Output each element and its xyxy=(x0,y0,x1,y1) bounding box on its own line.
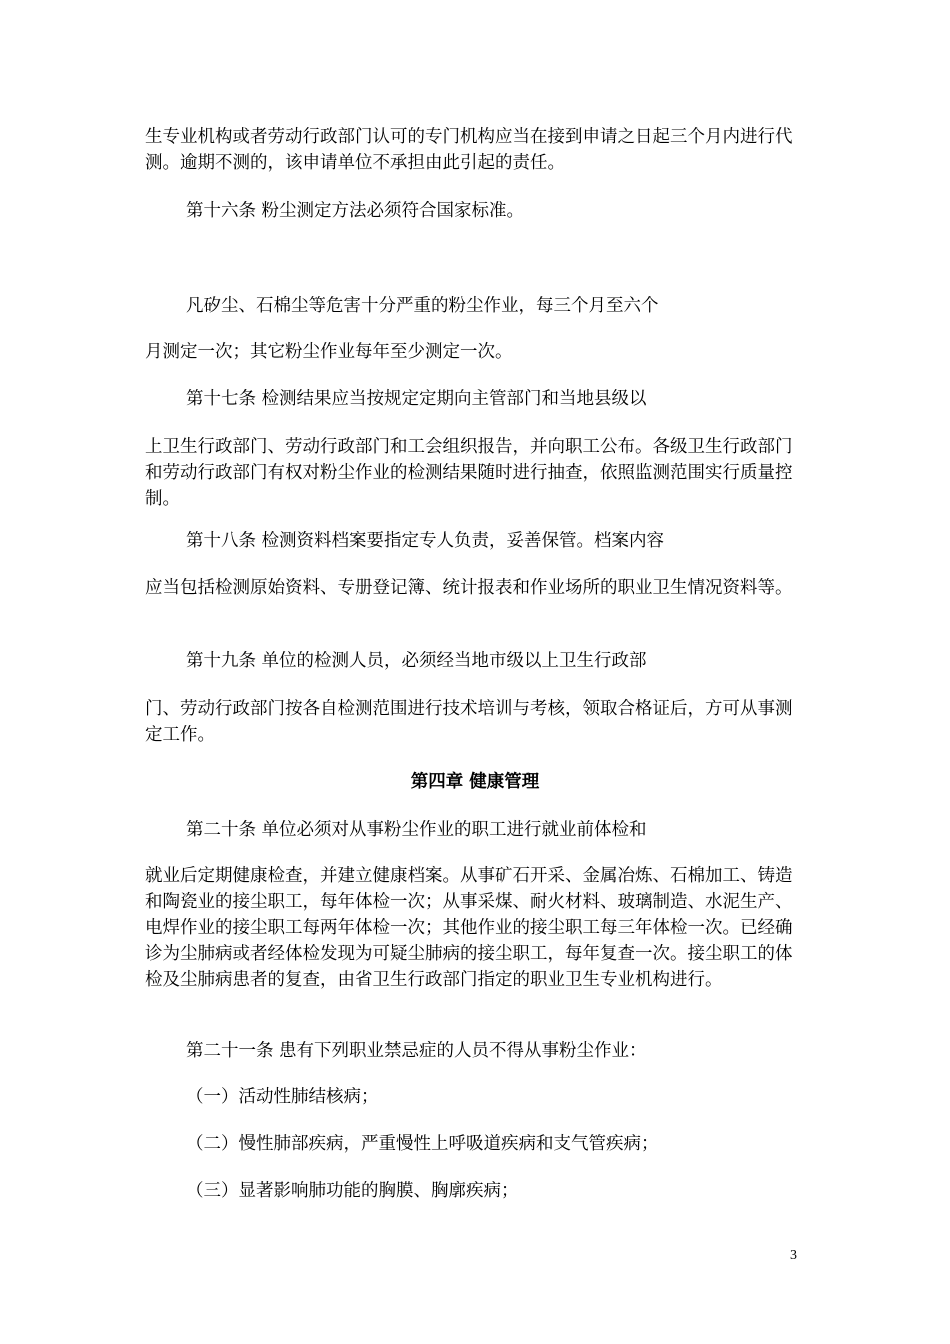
article-16-detail: 凡矽尘、石棉尘等危害十分严重的粉尘作业，每三个月至六个 xyxy=(186,296,659,316)
paragraph-continuation: 生专业机构或者劳动行政部门认可的专门机构应当在接到申请之日起三个月内进行代测。逾期不测的，该申请单位不承担由此引起的责任。 xyxy=(145,127,793,173)
article-20: 第二十条 单位必须对从事粉尘作业的职工进行就业前体检和 xyxy=(186,820,647,840)
list-item-2: （二）慢性肺部疾病，严重慢性上呼吸道疾病和支气管疾病； xyxy=(186,1134,659,1154)
page-number: 3 xyxy=(790,1248,797,1263)
article-19: 第十九条 单位的检测人员，必须经当地市级以上卫生行政部 xyxy=(186,651,647,671)
article-20-cont: 就业后定期健康检查，并建立健康档案。从事矿石开采、金属冶炼、石棉加工、铸造和陶瓷业的接尘职工，每年体检一次；从事采煤、耐火材料、玻璃制造、水泥生产、电焊作业的接尘职工每两年体检一次；其他作业的接尘职工每三年体检一次。已经确诊为尘肺病或者经体检发现为可疑尘肺病的接尘职工，每年复查一次。接尘职工的体检及尘肺病患者的复查，由省卫生行政部门指定的职业卫生专业机构进行。 xyxy=(145,866,793,990)
article-17-cont: 上卫生行政部门、劳动行政部门和工会组织报告，并向职工公布。各级卫生行政部门和劳动行政部门有权对粉尘作业的检测结果随时进行抽查，依照监测范围实行质量控制。 xyxy=(145,437,793,509)
list-item-1: （一）活动性肺结核病； xyxy=(186,1087,379,1107)
article-16-detail-cont: 月测定一次；其它粉尘作业每年至少测定一次。 xyxy=(145,342,513,362)
article-21: 第二十一条 患有下列职业禁忌症的人员不得从事粉尘作业： xyxy=(186,1041,647,1061)
article-18-cont: 应当包括检测原始资料、专册登记簿、统计报表和作业场所的职业卫生情况资料等。 xyxy=(145,578,793,598)
list-item-3: （三）显著影响肺功能的胸膜、胸廓疾病； xyxy=(186,1181,519,1201)
article-19-cont: 门、劳动行政部门按各自检测范围进行技术培训与考核，领取合格证后，方可从事测定工作。 xyxy=(145,699,793,745)
article-18: 第十八条 检测资料档案要指定专人负责，妥善保管。档案内容 xyxy=(186,531,665,551)
article-17: 第十七条 检测结果应当按规定定期向主管部门和当地县级以 xyxy=(186,389,647,409)
article-16: 第十六条 粉尘测定方法必须符合国家标准。 xyxy=(186,201,525,221)
chapter-title: 第四章 健康管理 xyxy=(410,772,540,792)
